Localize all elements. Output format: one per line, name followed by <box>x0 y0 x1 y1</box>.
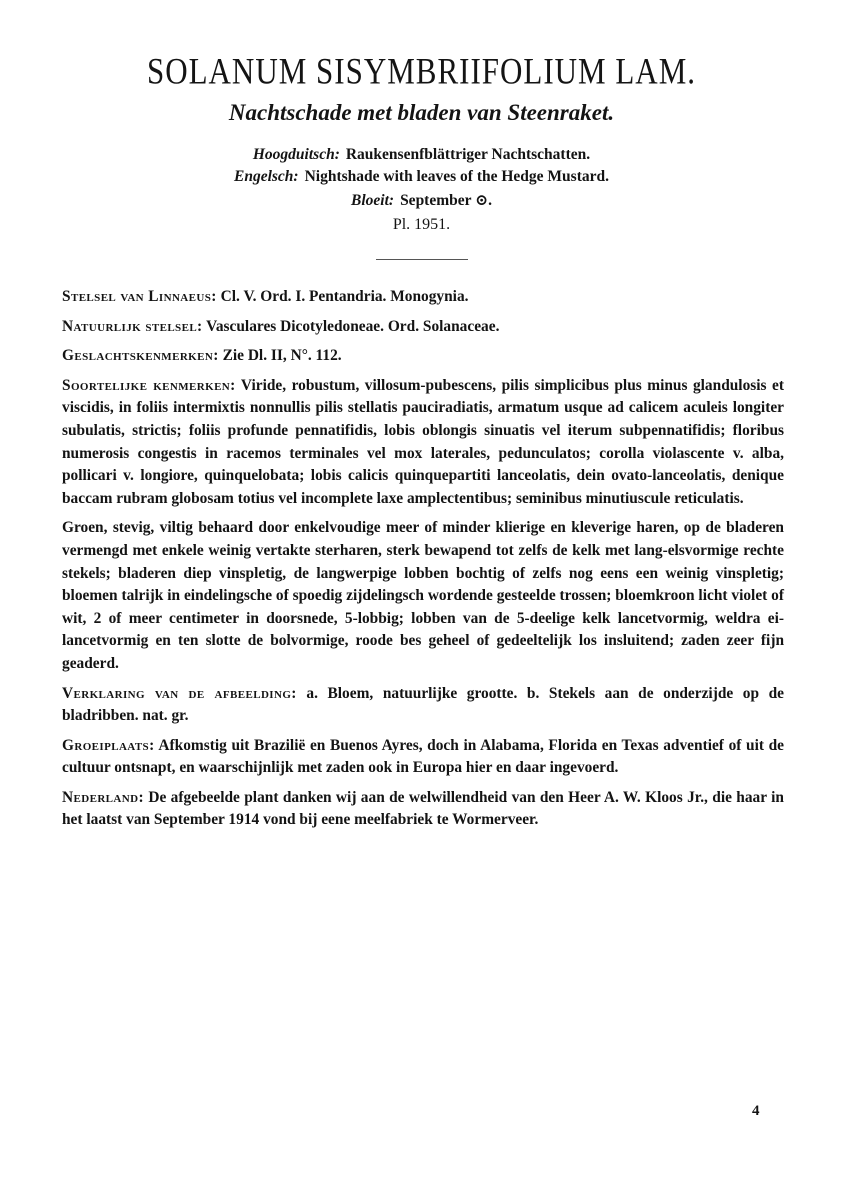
linnaeus-system-label: Stelsel van Linnaeus: <box>62 288 217 305</box>
english-name-line <box>0 168 843 186</box>
plate-number: Pl. 1951. <box>392 216 451 233</box>
linnaeus-system-paragraph <box>62 286 784 309</box>
description-body <box>62 286 784 839</box>
german-name-line <box>0 146 843 164</box>
page-subtitle: Nachtschade met bladen van Steenraket. <box>228 100 615 125</box>
habitat-label: Groeiplaats: <box>62 736 155 754</box>
habitat-paragraph <box>62 735 784 780</box>
figure-explanation-label: Verklaring van de afbeelding: <box>62 684 297 702</box>
genus-characters-text: Zie Dl. II, N°. 112. <box>222 347 342 365</box>
netherlands-paragraph <box>62 787 784 832</box>
natural-system-label: Natuurlijk stelsel: <box>62 317 203 335</box>
natural-system-text: Vasculares Dicotyledoneae. Ord. Solanaceae. <box>206 317 500 335</box>
german-name-label: Hoogduitsch: <box>252 146 340 163</box>
bloom-value: September ⊙. <box>400 192 492 209</box>
species-characters-text: Viride, robustum, villosum-pubescens, pilis simplicibus plus minus glandulosis et viscidis, in foliis intermixtis nonnullis pilis stellatis pauciradiatis, armatum usque ad calicem aculeis longiter subulatis, strictis; foliis profunde pennatifidis, lobis oblongis sinuatis vel iterum subpennatifidis; floribus numerosis congestis in racemos terminales vel mox laterales, pedunculatos; corolla violascente v. alba, pollicari v. longiore, quinquelobata; lobis calicis quinquepartiti lanceolatis, dein ovato-lanceolatis, denique baccam rubram globosam totius vel incomplete laxe amplectentibus; seminibus minutiuscule reticulatis. <box>62 376 784 507</box>
habitat-text: Afkomstig uit Brazilië en Buenos Ayres, doch in Alabama, Florida en Texas adventief of uit de cultuur ontsnapt, en waarschijnlijk met zaden ook in Europa hier en daar ingevoerd. <box>62 736 785 777</box>
divider-rule <box>376 259 468 260</box>
page-title: SOLANUM SISYMBRIIFOLIUM LAM. <box>146 50 697 92</box>
figure-explanation-text: a. Bloem, natuurlijke grootte. b. Stekels aan de onderzijde op de bladribben. nat. gr. <box>62 684 785 725</box>
netherlands-label: Nederland: <box>62 788 144 806</box>
genus-characters-label: Geslachtskenmerken: <box>62 347 219 365</box>
genus-characters-paragraph <box>62 345 784 368</box>
linnaeus-system-text: Cl. V. Ord. I. Pentandria. Monogynia. <box>220 288 469 305</box>
english-name-value: Nightshade with leaves of the Hedge Mustard. <box>304 168 609 185</box>
bloom-label: Bloeit: <box>351 192 395 209</box>
german-name-value: Raukensenfblättriger Nachtschatten. <box>345 146 591 163</box>
natural-system-paragraph <box>62 316 784 339</box>
dutch-description-paragraph: Groen, stevig, viltig behaard door enkelvoudige meer of minder klierige en kleverige haren, op de bladeren vermengd met enkele weinig vertakte sterharen, sterk bewapend tot zelfs de kelk met lang-elsvormige rechte stekels; bladeren diep vinspletig, de langwerpige lobben bochtig of zelfs nog eens een weinig vinspletig; bloemen talrijk in eindelingsche of spoedig zijdelingsch wordende gesteelde trossen; bloemkroon licht violet of wit, 2 of meer centimeter in doorsnede, 5-lobbig; lobben van de 5-deelige kelk lancetvormig, weldra ei-lancetvormig en ten slotte de bolvormige, roode bes geheel of gedeeltelijk los insluitend; zaden zeer fijn geaderd. <box>62 519 784 672</box>
bloom-line <box>0 190 843 210</box>
species-characters-paragraph <box>62 375 784 511</box>
species-characters-label: Soortelijke kenmerken: <box>62 376 236 394</box>
figure-explanation-paragraph <box>62 683 784 728</box>
netherlands-text: De afgebeelde plant danken wij aan de welwillendheid van den Heer A. W. Kloos Jr., die haar in het laatst van September 1914 vond bij eene meelfabriek te Wormerveer. <box>62 788 784 829</box>
page-number: 4 <box>752 1103 760 1119</box>
english-name-label: Engelsch: <box>234 168 299 185</box>
